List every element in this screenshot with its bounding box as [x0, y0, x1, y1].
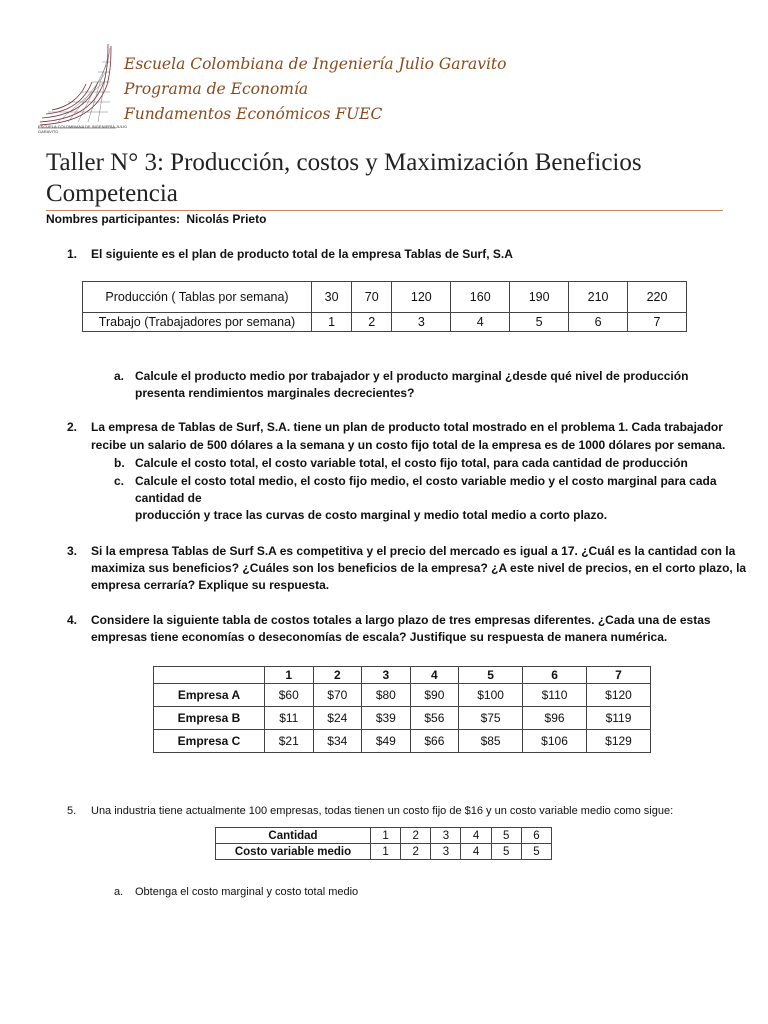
table-cell: $90 — [410, 684, 459, 707]
table-cell: $96 — [523, 707, 587, 730]
q2c-line-3: producción y trace las curvas de costo marginal y medio total medio a corto plazo. — [135, 508, 608, 522]
table-cell: 5 — [491, 844, 521, 860]
table-cell: 3 — [431, 844, 461, 860]
university-logo — [38, 42, 116, 132]
q3-line-2: maximiza sus beneficios? ¿Cuáles son los beneficios de la empresa? ¿A este nivel de precios, en el corto plazo, la — [91, 561, 747, 575]
q1a-marker: a. — [114, 369, 125, 383]
long-run-cost-table — [153, 666, 651, 753]
table-row — [83, 313, 687, 332]
column-header: 5 — [459, 667, 523, 684]
row-label: Producción ( Tablas por semana) — [83, 282, 312, 313]
column-header: 4 — [410, 667, 459, 684]
table-cell: 7 — [628, 313, 687, 332]
table-cell: 1 — [371, 844, 401, 860]
table-cell: $129 — [587, 730, 651, 753]
table-cell: $56 — [410, 707, 459, 730]
corner-cell — [154, 667, 265, 684]
q3-number: 3. — [67, 544, 78, 558]
table-cell: $11 — [265, 707, 314, 730]
table-cell: 120 — [392, 282, 451, 313]
column-header: 3 — [362, 667, 411, 684]
table-cell: $80 — [362, 684, 411, 707]
title-line-2: Competencia — [46, 180, 178, 207]
table-cell: $60 — [265, 684, 314, 707]
column-header: 1 — [265, 667, 314, 684]
q3-line-3: empresa cerraría? Explique su respuesta. — [91, 578, 330, 592]
q5-number: 5. — [67, 805, 77, 817]
table-cell: $75 — [459, 707, 523, 730]
table-cell: 3 — [392, 313, 451, 332]
row-label: Costo variable medio — [216, 844, 371, 860]
table-cell: 30 — [312, 282, 352, 313]
table-row — [216, 828, 552, 844]
q5-text: Una industria tiene actualmente 100 empresas, todas tienen un costo fijo de $16 y un costo variable medio como sigue: — [91, 805, 674, 817]
table-row — [216, 844, 552, 860]
table-cell: 1 — [312, 313, 352, 332]
table-cell: $119 — [587, 707, 651, 730]
table-cell: 1 — [371, 828, 401, 844]
row-label: Cantidad — [216, 828, 371, 844]
q1a-line-1: Calcule el producto medio por trabajador y el producto marginal ¿desde qué nivel de producción — [135, 369, 689, 383]
table-cell: 3 — [431, 828, 461, 844]
q2c-line-1: Calcule el costo total medio, el costo fijo medio, el costo variable medio y el costo marginal para cada — [135, 474, 717, 488]
page-title — [46, 147, 746, 209]
table-cell: 220 — [628, 282, 687, 313]
q5a-text: Obtenga el costo marginal y costo total medio — [135, 886, 359, 898]
q2-line-2: recibe un salario de 500 dólares a la semana y un costo fijo total de la empresa es de 1000 dólares por semana. — [91, 438, 726, 452]
table-row — [154, 730, 651, 753]
participants-value: Nicolás Prieto — [186, 212, 267, 226]
table-cell: 6 — [521, 828, 551, 844]
table-row — [154, 707, 651, 730]
table-cell: 6 — [569, 313, 628, 332]
q1-text: El siguiente es el plan de producto total de la empresa Tablas de Surf, S.A — [91, 247, 513, 261]
table-cell: $49 — [362, 730, 411, 753]
table-cell: $106 — [523, 730, 587, 753]
table-cell: $100 — [459, 684, 523, 707]
table-cell: $110 — [523, 684, 587, 707]
table-cell: 4 — [461, 828, 491, 844]
q3-line-1: Si la empresa Tablas de Surf S.A es competitiva y el precio del mercado es igual a 17. ¿Cuál es la cantidad con la — [91, 544, 736, 558]
q4-line-2: empresas tiene economías o deseconomías de escala? Justifique su respuesta de manera numérica. — [91, 630, 668, 644]
column-header: 2 — [313, 667, 362, 684]
school-name: Escuela Colombiana de Ingeniería Julio Garavito — [124, 55, 507, 73]
q1-number: 1. — [67, 247, 78, 261]
logo-caption: ESCUELA COLOMBIANA DE INGENIERÍA JULIO GARAVITO — [38, 124, 128, 134]
q4-number: 4. — [67, 613, 78, 627]
table-cell: $24 — [313, 707, 362, 730]
q4-line-1: Considere la siguiente tabla de costos totales a largo plazo de tres empresas diferentes. ¿Cada una de estas — [91, 613, 711, 627]
participants — [46, 212, 266, 226]
table-cell: 2 — [401, 828, 431, 844]
column-header: 7 — [587, 667, 651, 684]
table-row — [83, 282, 687, 313]
title-divider — [46, 210, 723, 211]
table-cell: 190 — [510, 282, 569, 313]
table-cell: $120 — [587, 684, 651, 707]
q1a-line-2: presenta rendimientos marginales decrecientes? — [135, 386, 415, 400]
q2-number: 2. — [67, 420, 78, 434]
participants-label: Nombres participantes: — [46, 212, 181, 226]
table-cell: $21 — [265, 730, 314, 753]
row-label: Trabajo (Trabajadores por semana) — [83, 313, 312, 332]
school-header — [124, 52, 506, 127]
table-cell: 210 — [569, 282, 628, 313]
table-cell: 4 — [451, 313, 510, 332]
q2b-marker: b. — [114, 456, 125, 470]
table-row — [154, 684, 651, 707]
table-cell: $70 — [313, 684, 362, 707]
table-cell: $39 — [362, 707, 411, 730]
table-cell: $34 — [313, 730, 362, 753]
table-cell: 4 — [461, 844, 491, 860]
q2-line-1: La empresa de Tablas de Surf, S.A. tiene un plan de producto total mostrado en el problema 1. Cada trabajador — [91, 420, 723, 434]
table-cell: 2 — [401, 844, 431, 860]
table-cell: 5 — [510, 313, 569, 332]
table-cell: 160 — [451, 282, 510, 313]
variable-cost-table — [215, 827, 552, 860]
q2c-marker: c. — [114, 474, 125, 488]
row-label: Empresa B — [154, 707, 265, 730]
table-cell: 5 — [491, 828, 521, 844]
row-label: Empresa C — [154, 730, 265, 753]
course-name: Fundamentos Económicos FUEC — [124, 105, 383, 123]
production-table — [82, 281, 687, 332]
column-header: 6 — [523, 667, 587, 684]
q5a-marker: a. — [114, 886, 124, 898]
table-cell: $85 — [459, 730, 523, 753]
q2b-text: Calcule el costo total, el costo variable total, el costo fijo total, para cada cantidad de producción — [135, 456, 688, 470]
title-line-1: Taller N° 3: Producción, costos y Maximización Beneficios — [46, 149, 642, 176]
program-name: Programa de Economía — [124, 80, 309, 98]
q2c-line-2: cantidad de — [135, 491, 202, 505]
row-label: Empresa A — [154, 684, 265, 707]
table-cell: 5 — [521, 844, 551, 860]
table-cell: $66 — [410, 730, 459, 753]
table-cell: 70 — [352, 282, 392, 313]
table-cell: 2 — [352, 313, 392, 332]
table-header-row — [154, 667, 651, 684]
